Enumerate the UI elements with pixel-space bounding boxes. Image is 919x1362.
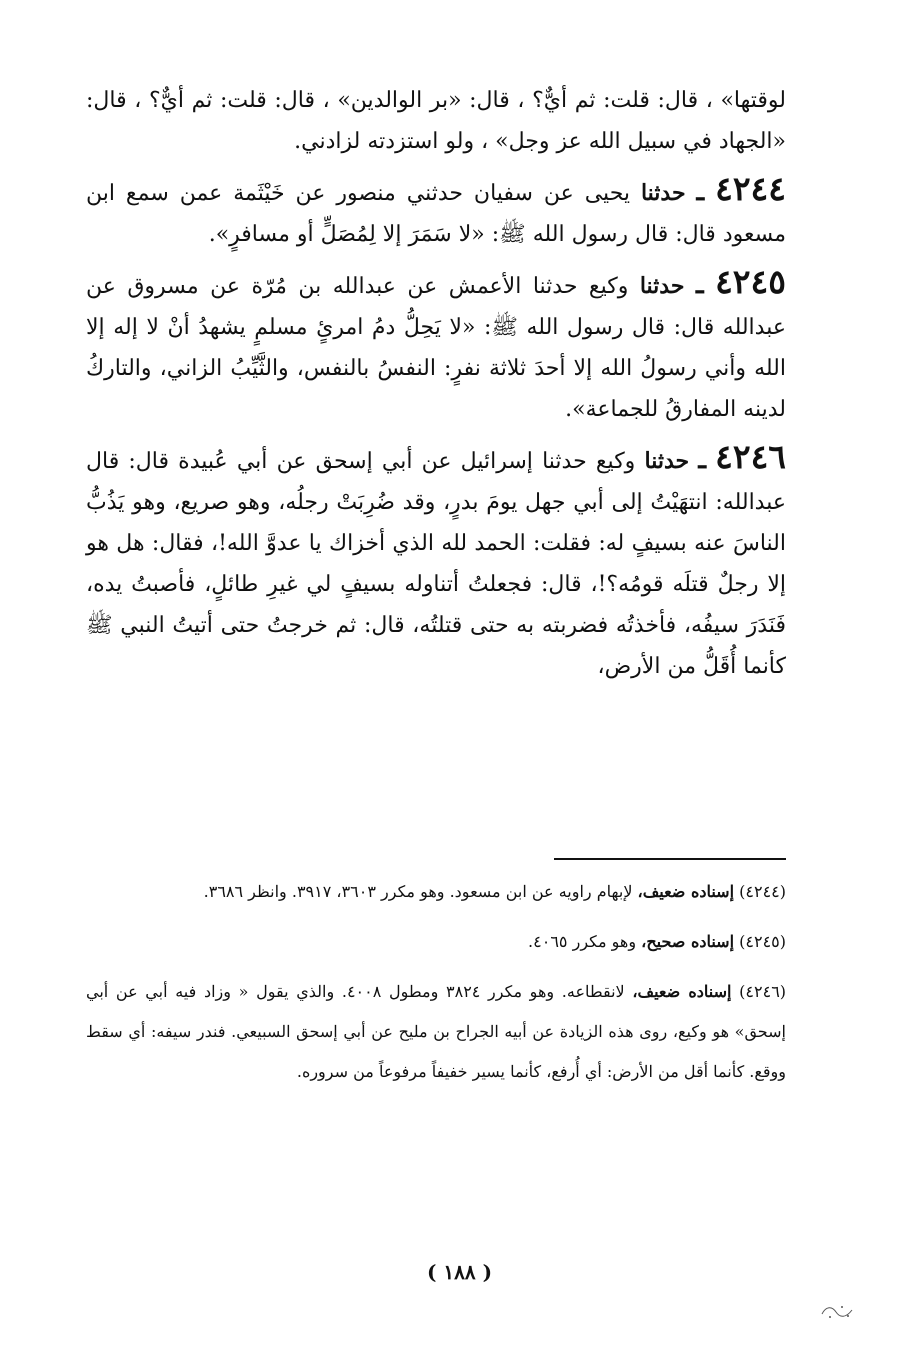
hadith-opener: حدثنا bbox=[644, 448, 690, 474]
footnote-text: لإبهام راويه عن ابن مسعود. وهو مكرر ٣٦٠٣، ٣٩١٧. وانظر ٣٦٨٦. bbox=[203, 882, 633, 901]
hadith-number: ٤٢٤٥ bbox=[715, 262, 786, 301]
footnote-4244 bbox=[86, 872, 786, 912]
hadith-4244 bbox=[86, 168, 786, 255]
footnotes bbox=[86, 872, 786, 1102]
footnote-4245 bbox=[86, 922, 786, 962]
footnote-text: وهو مكرر ٤٠٦٥. bbox=[528, 932, 637, 951]
hadith-text: وكيع حدثنا إسرائيل عن أبي إسحق عن أبي عُبيدة قال: قال عبدالله: انتهَيْتُ إلى أبي جهل يومَ بدرٍ، وقد ضُرِبَتْ رجلُه، وهو صريع، وهو يَذُبُّ الناسَ عنه بسيفٍ له: فقلت: الحمد لله الذي أخزاك يا عدوَّ الله!، فقال: هل هو إلا رجلٌ قتلَه قومُه؟!، قال: فجعلتُ أتناوله بسيفٍ لي غيرِ طائلٍ، فأصبتُ يده، فَنَدَرَ سيفُه، فأخذتُه فضربته به حتى قتلتُه، قال: ثم خرجتُ حتى أتيتُ النبي ﷺ كأنما أُقَلُّ من الأرض، bbox=[86, 449, 786, 679]
footnote-text: لانقطاعه. وهو مكرر ٣٨٢٤ ومطول ٤٠٠٨. والذي يقول « وزاد فيه أبي عن أبي إسحق» هو وكيع، روى هذه الزيادة عن أبيه الجراح بن مليح عن أبي إسحق السبيعي. فندر سيفه: أي سقط ووقع. كأنما أقل من الأرض: أي أُرفع، كأنما يسير خفيفاً مرفوعاً من سروره. bbox=[86, 982, 786, 1081]
hadith-number: ٤٢٤٦ bbox=[715, 437, 787, 476]
hadith-dash: ـ bbox=[696, 177, 705, 207]
hadith-dash: ـ bbox=[698, 445, 706, 475]
footnote-number: (٤٢٤٥) bbox=[739, 932, 786, 951]
opening-paragraph bbox=[86, 80, 786, 162]
footnote-number: (٤٢٤٤) bbox=[739, 882, 786, 901]
hadith-opener: حدثنا bbox=[639, 273, 685, 299]
footnote-4246 bbox=[86, 972, 786, 1092]
hadith-text: وكيع حدثنا الأعمش عن عبدالله بن مُرّة عن مسروق عن عبدالله قال: قال رسول الله ﷺ: «لا يَحِلُّ دمُ امرئٍ مسلمٍ يشهدُ أنْ لا إله إلا الله وأني رسولُ الله إلا أحدَ ثلاثة نفرٍ: النفسُ بالنفس، والثَّيِّبُ الزاني، والتاركُ لدينه المفارقُ للجماعة». bbox=[86, 274, 786, 422]
page-number: ( ١٨٨ ) bbox=[426, 1260, 493, 1284]
hadith-dash: ـ bbox=[695, 270, 704, 300]
opening-text: لوقتها» ، قال: قلت: ثم أيٌّ؟ ، قال: «بر الوالدين» ، قال: قلت: ثم أيٌّ؟ ، قال: «الجهاد في سبيل الله عز وجل» ، ولو استزدته لزادني. bbox=[86, 88, 786, 154]
footnote-number: (٤٢٤٦) bbox=[739, 982, 787, 1001]
hadith-number: ٤٢٤٤ bbox=[715, 169, 786, 208]
footnote-label: إسناده صحيح، bbox=[641, 932, 735, 951]
footnote-label: إسناده ضعيف، bbox=[632, 982, 732, 1001]
hadith-text: يحيى عن سفيان حدثني منصور عن خَيْثَمة عمن سمع ابن مسعود قال: قال رسول الله ﷺ: «لا سَمَرَ إلا لِمُصَلٍّ أو مسافرٍ». bbox=[86, 181, 786, 247]
footnote-label: إسناده ضعيف، bbox=[637, 882, 735, 901]
ornament-icon bbox=[818, 1300, 858, 1324]
main-text bbox=[86, 80, 786, 693]
hadith-4245 bbox=[86, 261, 786, 430]
hadith-opener: حدثنا bbox=[640, 180, 686, 206]
hadith-4246 bbox=[86, 436, 786, 687]
footnote-separator bbox=[554, 858, 786, 860]
